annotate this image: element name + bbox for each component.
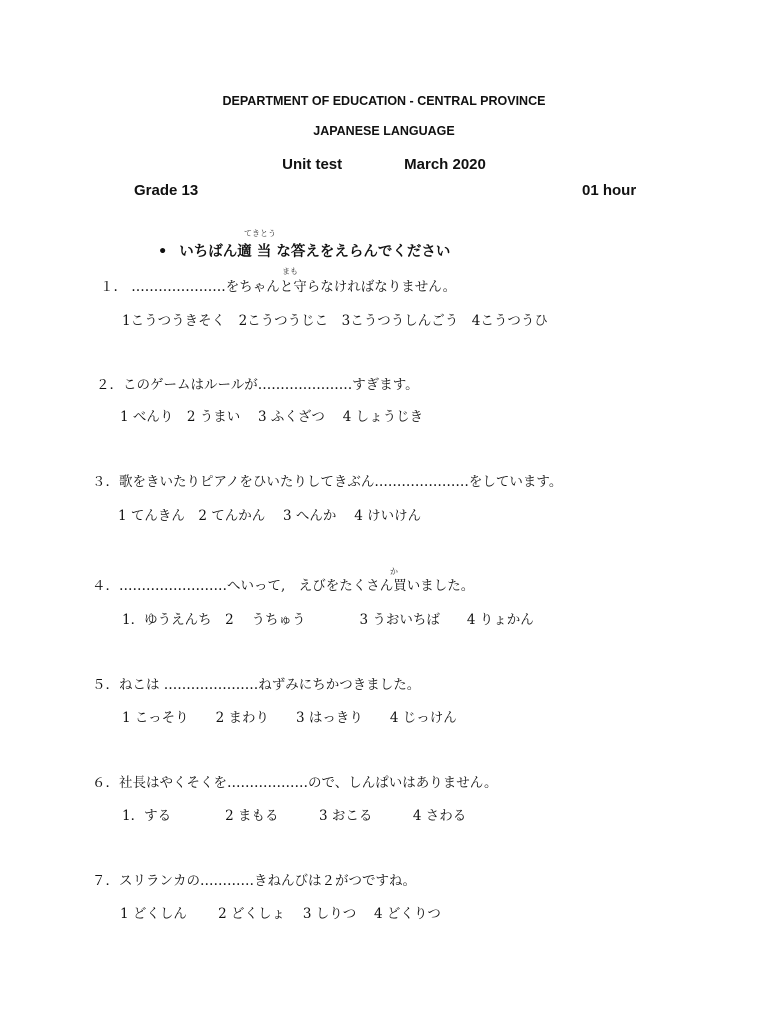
duration-label: 01 hour <box>582 182 637 199</box>
question-furigana: か <box>390 567 398 576</box>
question-options: 1 どくしん 2 どくしょ 3 しりつ 4 どくりつ <box>120 906 441 922</box>
question-text: ４．……………………へいって, えびをたくさん買いました。 <box>92 578 475 594</box>
question-options: 1こうつうきそく 2こうつうじこ 3こうつうしんごう 4こうつうひ <box>122 313 548 329</box>
question-options: 1 こっそり 2 まわり 3 はっきり 4 じっけん <box>122 710 457 726</box>
question-text: ３．歌をきいたりピアノをひいたりしてきぶん…………………をしています。 <box>92 474 563 490</box>
question-text: ２．このゲームはルールが…………………すぎます。 <box>96 377 419 393</box>
department-title: DEPARTMENT OF EDUCATION - CENTRAL PROVINCE <box>222 94 546 108</box>
question-text: １. …………………をちゃんと守らなければなりません。 <box>100 279 457 295</box>
question-options: 1 てんきん 2 てんかん 3 へんか 4 けいけん <box>118 508 422 524</box>
test-title <box>0 156 768 173</box>
question-text: ５．ねこは …………………ねずみにちかつきました。 <box>92 677 421 693</box>
test-label: Unit test <box>282 156 343 173</box>
question-options: 1 べんり 2 うまい 3 ふくざつ 4 しょうじき <box>120 409 424 425</box>
bullet-icon: • <box>158 244 168 260</box>
test-date: March 2020 <box>404 156 486 173</box>
instruction-furigana: てきとう <box>244 229 276 238</box>
question-options: 1．する 2 まもる 3 おこる 4 さわる <box>122 808 467 824</box>
question-text: ６．社長はやくそくを………………ので、しんぱいはありません。 <box>92 775 498 791</box>
grade-label: Grade 13 <box>134 182 199 199</box>
question-text: ７．スリランカの…………きねんびは２がつですね。 <box>92 873 416 889</box>
instruction-text: いちばん適 当 な答えをえらんでください <box>179 244 451 260</box>
question-furigana: まも <box>282 267 298 276</box>
subject-title: JAPANESE LANGUAGE <box>313 124 455 138</box>
instruction <box>158 240 450 261</box>
question-options: 1．ゆうえんち 2 うちゅう 3 うおいちば 4 りょかん <box>122 612 534 628</box>
